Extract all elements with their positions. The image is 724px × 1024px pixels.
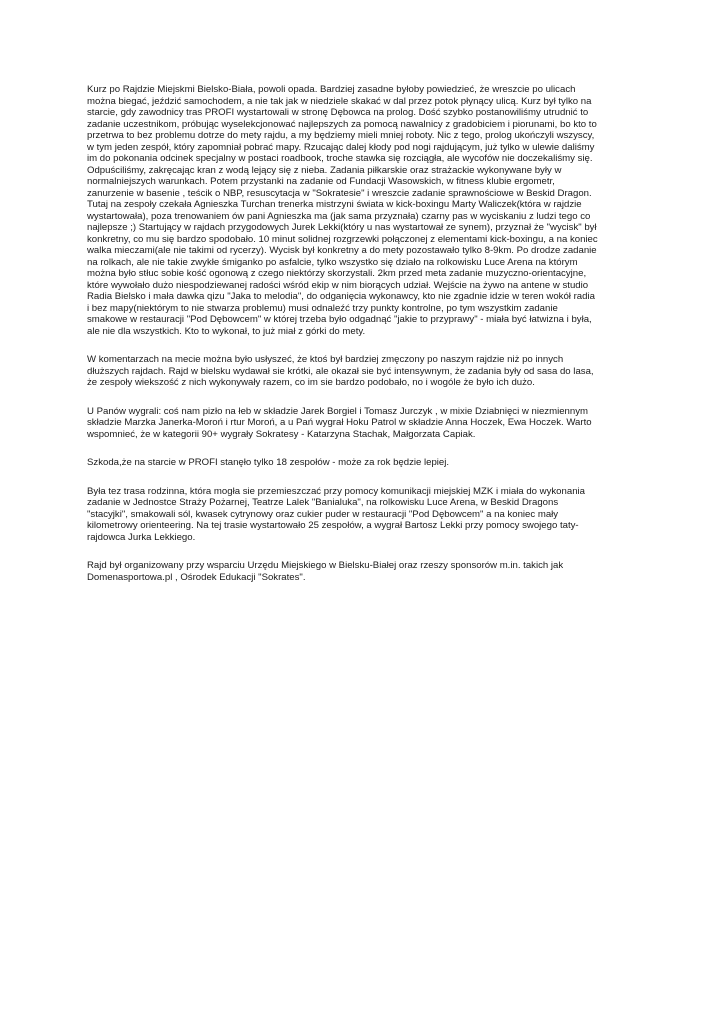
paragraph-profi-teams: Szkoda,że na starcie w PROFI stanęło tylko 18 zespołów - może za rok będzie lepiej. — [87, 457, 450, 468]
document-page — [87, 84, 632, 600]
paragraph-family-route: Była tez trasa rodzinna, która mogła sie przemieszczać przy pomocy komunikacji miejskiej MZK i miała do wykonania zadanie w Jednostce Straży Pożarnej, Teatrze Lalek "Banialuka", na rolkowisku Luce Arena, w Beskid Dragons "stacyjki", smakowali sól, kwasek cytrynowy oraz cukier puder w restauracji "Pod Dębowcem" a na koniec mały kilometrowy orienteering. Na tej trasie wystartowało 25 zespołów, a wygrał Bartosz Lekki przy pomocy swojego taty- rajdowca Jurka Lekkiego. — [87, 485, 585, 543]
paragraph-finish-comments: W komentarzach na mecie można było usłyszeć, że ktoś był bardziej zmęczony po naszym rajdzie niż po innych dłuższych rajdach. Rajd w bielsku wydawał sie krótki, ale okazał sie być intensywnym, że zadania były od sasa do lasa, że zespoły wiekszość z nich wykonywały razem, co im sie bardzo podobało, no i wogóle że było ich dużo. — [87, 354, 594, 388]
paragraph-winners: U Panów wygrali: coś nam pizło na łeb w składzie Jarek Borgiel i Tomasz Jurczyk , w mixie Dziabnięci w niezmiennym składzie Marzka Janerka-Moroń i rtur Moroń, a u Pań wygrał Hoku Patrol w składzie Anna Hoczek, Ewa Hoczek. Warto wspomnieć, że w kategorii 90+ wygrały Sokratesy - Katarzyna Stachak, Małgorzata Capiak. — [87, 405, 592, 440]
paragraph-sponsors: Rajd był organizowany przy wsparciu Urzędu Miejskiego w Bielsku-Białej oraz rzeszy sponsorów m.in. takich jak Domenasportowa.pl , Ośrodek Edukacji "Sokrates". — [87, 560, 564, 583]
paragraph-race-report: Kurz po Rajdzie Miejskmi Bielsko-Biała, powoli opada. Bardziej zasadne byłoby powiedzieć, że wreszcie po ulicach można biegać, jeździć samochodem, a nie tak jak w niedziele skakać w dal przez potok płynący ulicą. Kurz był tylko na starcie, gdy zawodnicy tras PROFI wystartowali w stronę Dębowca na prolog. Dość szybko postanowiliśmy utrudnić to zadanie uczestnikom, próbując wyselekcjonować najlepszych za pomocą nawalnicy z gradobiciem i piorunami, bo kto to przetrwa to bez problemu dotrze do mety rajdu, a my będziemy mieli mniej roboty. Nic z tego, prolog ukończyli wszyscy, w tym jeden zespół, który zapomniał pobrać mapy. Rzucając dalej kłody pod nogi rajdującym, już tylko w ulewie daliśmy im do pokonania odcinek specjalny w postaci roadbook, troche stawka się rozciągła, ale wycofów nie doczekaliśmy się. Odpuściliśmy, zakręcając kran z wodą lejący się z nieba. Zadania piłkarskie oraz strażackie wykonywane były w normalniejszych warunkach. Potem przystanki na zadanie od Fundacji Wasowskich, w fitness klubie ergometr, zanurzenie w basenie , teścik o NBP, resuscytacja w "Sokratesie" i wreszcie zadanie sprawnościowe w Beskid Dragon. Tutaj na zespoły czekała Agnieszka Turchan trenerka mistrzyni świata w kick-boxingu Marty Waliczek(która w rajdzie wystartowała), poza trenowaniem ów pani Agnieszka ma (jak sama przyznała) czarny pas w wyciskaniu z ludzi tego co najlepsze ;) Startujący w rajdach przygodowych Jurek Lekki(który u nas wystartował ze synem), przyznał że "wycisk" był konkretny, co mu się bardzo spodobało. 10 minut solidnej rozgrzewki połączonej z elementami kick-boxingu, a na koniec walka mieczami(ale nie takimi od rycerzy). Wycisk był konkretny a do mety pozostawało tylko 8-9km. Po drodze zadanie na rolkach, ale nie takie zwykłe śmiganko po asfalcie, tylko wszystko się działo na rolkowisku Luce Arena na którym można było stłuc sobie kość ogonową z czego niektórzy skorzystali. 2km przed meta zadanie muzyczno-orientacyjne, które wywołało dużo niespodziewanej radości wśród ekip w nim biorących udział. Wejście na żywo na antene w studio Radia Bielsko i mała dawka qizu "Jaka to melodia", do odganięcia wykonawcy, kto nie zgadnie idzie w teren wokół radia i bez mapy(niektórym to nie stwarza problemu) musi odnaleźć trzy punkty kontrolne, po tym wszystkim zadanie smakowe w restauracji "Pod Dębowcem" w której trzeba było odgadnąć "jakie to przyprawy" - miała być łatwizna i była, ale nie dla wszystkich. Kto to wykonał, to już miał z górki do mety. — [87, 84, 598, 337]
